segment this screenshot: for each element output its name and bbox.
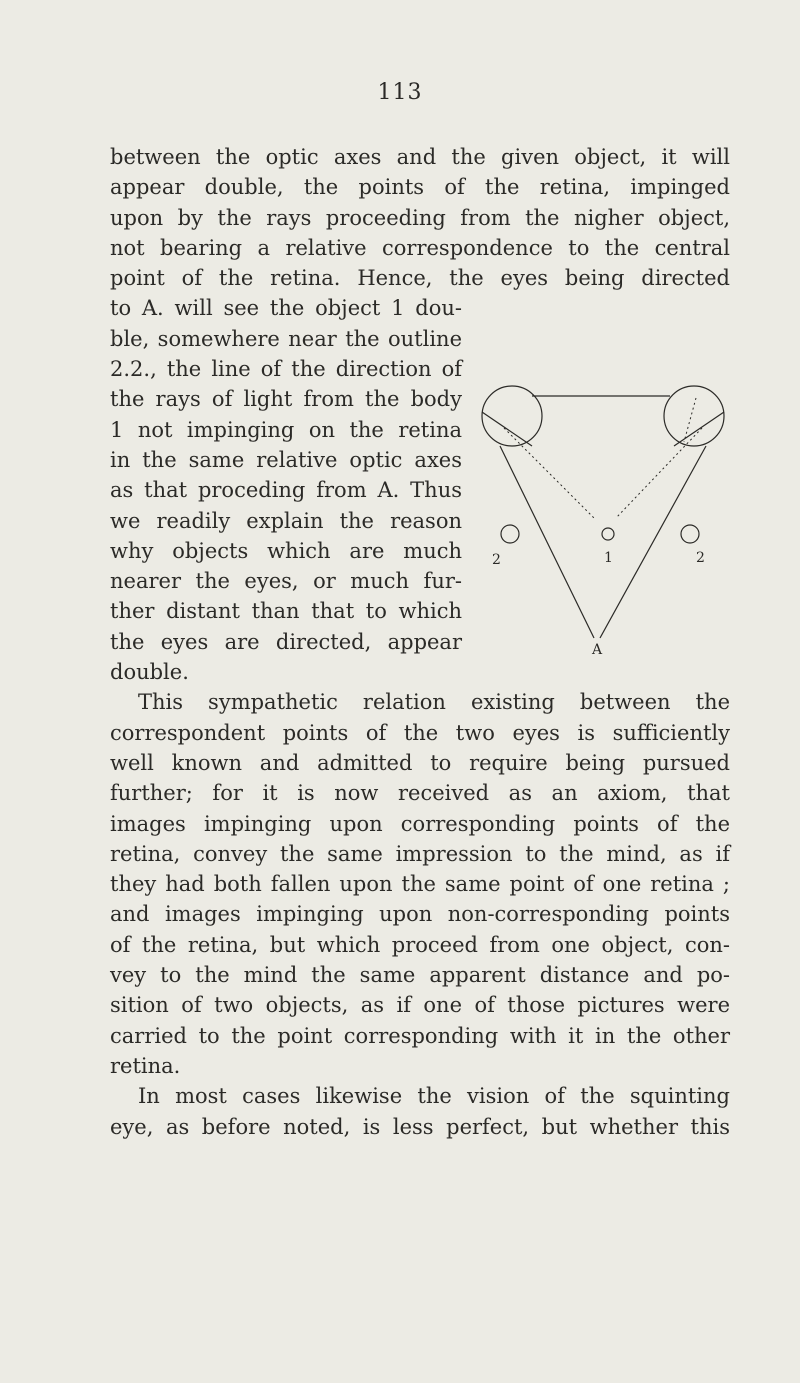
- right-optic-axis: [600, 446, 706, 638]
- label-left-object: 2: [492, 552, 501, 568]
- text-line: between the optic axes and the given object, it will: [110, 145, 730, 169]
- text-line: of the retina, but which proceed from one object, con-: [110, 932, 730, 957]
- text-line: upon by the rays proceeding from the nigher object,: [110, 205, 730, 230]
- optic-axes-diagram: [470, 368, 740, 658]
- left-eye: [482, 386, 542, 446]
- left-eye-ray: [482, 412, 532, 446]
- paragraph-3: [110, 1081, 730, 1142]
- text-line: 2.2., the line of the direction of: [110, 357, 462, 382]
- text-line: ble, somewhere near the outline: [110, 326, 462, 351]
- text-line: sition of two objects, as if one of those pictures were: [110, 993, 730, 1018]
- text-line: nearer the eyes, or much fur-: [110, 569, 462, 594]
- text-line: images impinging upon corresponding points of the: [110, 811, 730, 836]
- text-line: in the same relative optic axes: [110, 447, 462, 472]
- text-line: retina.: [110, 1053, 181, 1078]
- text-line: This sympathetic relation existing between the: [138, 690, 730, 715]
- right-object-mark: [681, 525, 699, 543]
- right-ray-to-object: [616, 428, 702, 518]
- text-line: vey to the mind the same apparent distance and po-: [110, 963, 730, 988]
- page-number: 113: [377, 80, 423, 105]
- left-object-mark: [501, 525, 519, 543]
- text-line: appear double, the points of the retina, impinged: [110, 175, 730, 200]
- label-center-object: 1: [604, 550, 613, 566]
- text-line: point of the retina. Hence, the eyes being directed: [110, 266, 730, 291]
- text-line: they had both fallen upon the same point of one retina ;: [110, 872, 730, 897]
- paragraph-1-full-lines: [110, 142, 730, 293]
- text-line: the rays of light from the body: [110, 387, 462, 412]
- text-line: carried to the point corresponding with it in the other: [110, 1023, 730, 1048]
- right-eye-ray: [674, 412, 724, 446]
- text-line: we readily explain the reason: [110, 508, 462, 533]
- text-line: as that proceding from A. Thus: [110, 478, 462, 503]
- text-line: not bearing a relative correspondence to the central: [110, 235, 730, 260]
- paragraph-2: [110, 687, 730, 1081]
- right-eye: [664, 386, 724, 446]
- left-ray-to-object: [504, 428, 594, 518]
- label-apex: A: [592, 642, 603, 658]
- center-object-mark: [602, 528, 614, 540]
- text-line: double.: [110, 660, 189, 685]
- text-line: retina, convey the same impression to the mind, as if: [110, 841, 730, 866]
- text-line: the eyes are directed, appear: [110, 629, 462, 654]
- text-line: correspondent points of the two eyes is sufficiently: [110, 720, 730, 745]
- text-line: 1 not impinging on the retina: [110, 417, 462, 442]
- text-line: to A. will see the object 1 dou-: [110, 296, 462, 321]
- text-line: well known and admitted to require being pursued: [110, 750, 730, 775]
- text-line: In most cases likewise the vision of the squinting: [138, 1084, 730, 1109]
- text-line: eye, as before noted, is less perfect, but whether this: [110, 1114, 730, 1139]
- text-line: ther distant than that to which: [110, 599, 462, 624]
- text-line: and images impinging upon non-corresponding points: [110, 902, 730, 927]
- text-line: further; for it is now received as an axiom, that: [110, 781, 730, 806]
- text-line: why objects which are much: [110, 538, 462, 563]
- label-right-object: 2: [696, 550, 705, 566]
